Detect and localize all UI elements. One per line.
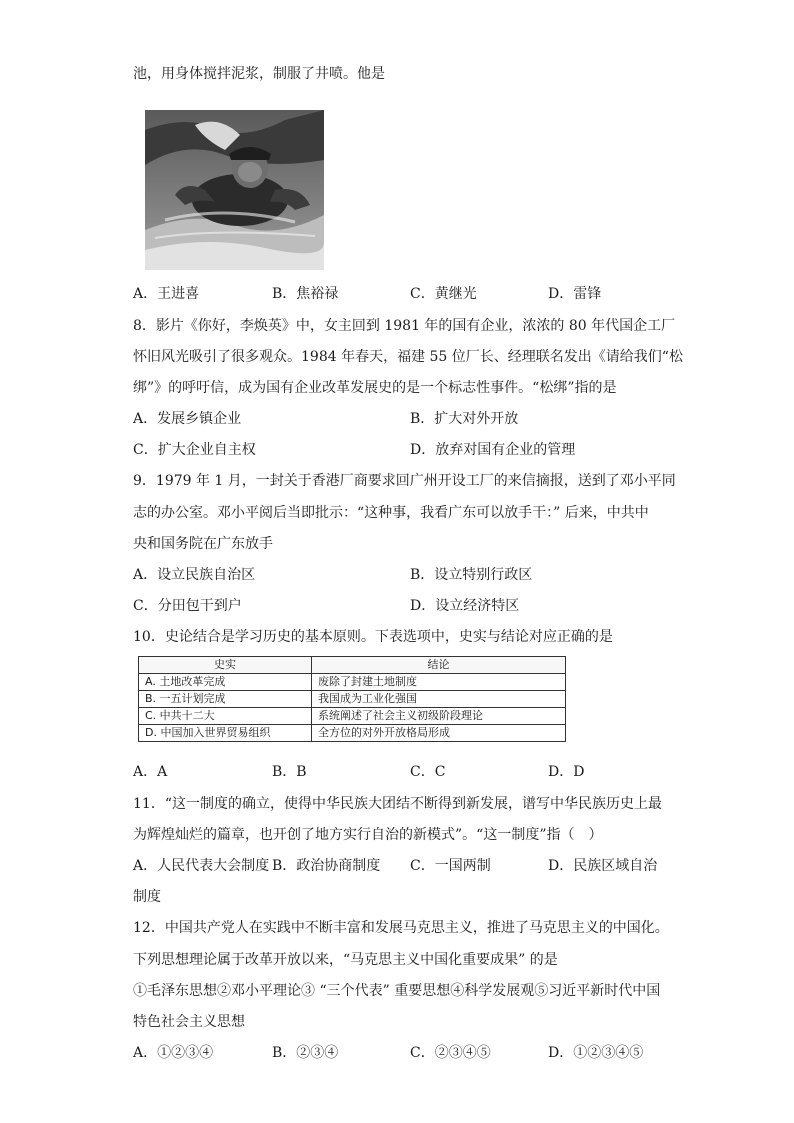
historical-photo	[145, 110, 324, 270]
table-row	[139, 691, 566, 708]
q10-option-d[interactable]: D．D	[548, 764, 585, 780]
q8-line-3: 绑”》的呼吁信，成为国有企业改革发展史的是一个标志性事件。“松绑”指的是	[133, 380, 617, 396]
q8-option-b[interactable]: B．扩大对外开放	[410, 411, 519, 427]
q10-option-c[interactable]: C．C	[410, 764, 446, 780]
table-header-fact: 史实	[139, 657, 312, 674]
q11-option-d[interactable]: D．民族区域自治	[548, 858, 658, 874]
table-header-row	[139, 657, 566, 674]
worker-in-mud-image	[145, 110, 324, 270]
q11-option-a[interactable]: A．人民代表大会制度	[133, 858, 270, 874]
history-table	[138, 656, 566, 742]
q11-line-1: 11．“这一制度的确立，使得中华民族大团结不断得到新发展，谱写中华民族历史上最	[133, 796, 662, 812]
q9-option-c[interactable]: C．分田包干到户	[133, 598, 242, 614]
q9-line-2: 志的办公室。邓小平阅后当即批示：“这种事，我看广东可以放手干：” 后来，中共中	[133, 505, 649, 521]
q7-text: 池，用身体搅拌泥浆，制服了井喷。他是	[133, 66, 385, 82]
table-cell-fact: B. 一五计划完成	[139, 691, 312, 708]
table-cell-conclusion: 全方位的对外开放格局形成	[312, 725, 566, 742]
table-header-conclusion: 结论	[312, 657, 566, 674]
q11-option-c[interactable]: C．一国两制	[410, 858, 491, 874]
table-row	[139, 674, 566, 691]
table-cell-conclusion: 我国成为工业化强国	[312, 691, 566, 708]
q7-option-c[interactable]: C．黄继光	[410, 286, 477, 302]
table-cell-fact: C. 中共十二大	[139, 708, 312, 725]
q12-line-3: ①毛泽东思想②邓小平理论③ “三个代表” 重要思想④科学发展观⑤习近平新时代中国	[133, 983, 661, 999]
q10-option-a[interactable]: A．A	[133, 764, 168, 780]
q10-line: 10．史论结合是学习历史的基本原则。下表选项中，史实与结论对应正确的是	[133, 629, 613, 645]
q9-line-3: 央和国务院在广东放手	[133, 536, 273, 552]
table-cell-fact: A. 土地改革完成	[139, 674, 312, 691]
q9-line-1: 9．1979 年 1 月，一封关于香港厂商要求回广州开设工厂的来信摘报，送到了邓小平同	[133, 473, 676, 489]
q11-option-d-wrap: 制度	[133, 889, 161, 905]
table-row	[139, 725, 566, 742]
q8-option-c[interactable]: C．扩大企业自主权	[133, 442, 256, 458]
q10-option-b[interactable]: B．B	[272, 764, 307, 780]
q8-option-a[interactable]: A．发展乡镇企业	[133, 411, 242, 427]
q12-option-c[interactable]: C．②③④⑤	[410, 1045, 491, 1061]
q8-option-d[interactable]: D．放弃对国有企业的管理	[410, 442, 576, 458]
q7-option-d[interactable]: D．雷锋	[548, 286, 602, 302]
q11-line-2: 为辉煌灿烂的篇章，也开创了地方实行自治的新模式”。“这一制度”指（ ）	[133, 827, 603, 843]
q8-line-2: 怀旧风光吸引了很多观众。1984 年春天，福建 55 位厂长、经理联名发出《请给我们“松	[133, 349, 683, 365]
q7-option-a[interactable]: A．王进喜	[133, 286, 200, 302]
q11-option-b[interactable]: B．政治协商制度	[272, 858, 381, 874]
q12-line-2: 下列思想理论属于改革开放以来，“马克思主义中国化重要成果” 的是	[133, 952, 558, 968]
table-cell-fact: D. 中国加入世界贸易组织	[139, 725, 312, 742]
table-cell-conclusion: 系统阐述了社会主义初级阶段理论	[312, 708, 566, 725]
q9-option-b[interactable]: B．设立特别行政区	[410, 567, 533, 583]
q9-option-a[interactable]: A．设立民族自治区	[133, 567, 256, 583]
q8-line-1: 8．影片《你好，李焕英》中，女主回到 1981 年的国有企业，浓浓的 80 年代国企工厂	[133, 318, 676, 334]
q12-option-d[interactable]: D．①②③④⑤	[548, 1045, 644, 1061]
table-row	[139, 708, 566, 725]
q9-option-d[interactable]: D．设立经济特区	[410, 598, 520, 614]
q12-option-a[interactable]: A．①②③④	[133, 1045, 214, 1061]
q12-line-1: 12．中国共产党人在实践中不断丰富和发展马克思主义，推进了马克思主义的中国化。	[133, 920, 669, 936]
q12-line-4: 特色社会主义思想	[133, 1014, 245, 1030]
q12-option-b[interactable]: B．②③④	[272, 1045, 339, 1061]
table-cell-conclusion: 废除了封建土地制度	[312, 674, 566, 691]
q7-option-b[interactable]: B．焦裕禄	[272, 286, 339, 302]
